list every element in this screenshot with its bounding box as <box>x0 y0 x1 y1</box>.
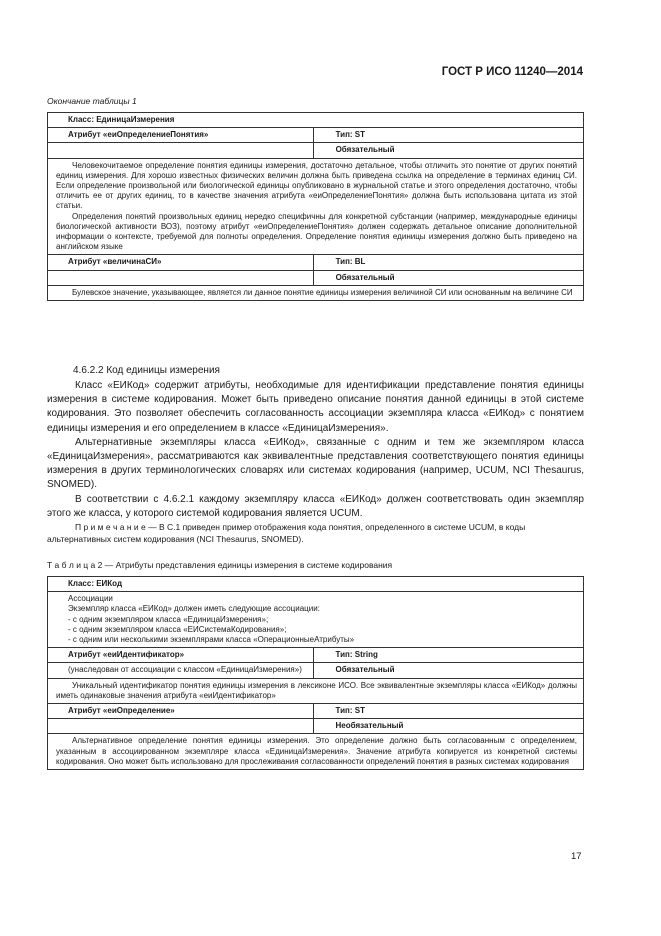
empty-cell <box>48 719 314 734</box>
section-body <box>47 379 584 521</box>
page-number: 17 <box>571 851 582 862</box>
body-paragraph: В соответствии с 4.6.2.1 каждому экземпляру класса «ЕИКод» должен соответствовать один экземпляр этого же класса, у которого системой кодирования является UCUM. <box>47 493 584 519</box>
attribute-description <box>48 734 584 770</box>
empty-cell <box>48 143 314 158</box>
attribute-type: Тип: ST <box>313 128 583 143</box>
class-label: Класс: ЕИКод <box>48 577 584 592</box>
associations-intro: Экземпляр класса «ЕИКод» должен иметь следующие ассоциации: <box>68 604 320 614</box>
description-paragraph: Альтернативное определение понятия единицы измерения. Это определение должно быть согласованным с определением, указанным в ассоциированном экземпляре класса «ЕдиницаИзмерения». Значение атрибута копируется из конкретной системы кодирования. Оно может быть использовано для прослеживания согласованности определений понятия в разных системах кодирования <box>56 736 577 766</box>
required-flag: Обязательный <box>313 143 583 158</box>
note-text: П р и м е ч а н и е — В С.1 приведен пример отображения кода понятия, определенного в системе UCUM, в коды альтернативных систем кодирования (NCI Thesaurus, SNOMED). <box>47 522 526 544</box>
attribute-description <box>48 158 584 255</box>
table-2 <box>47 576 584 770</box>
required-flag: Необязательный <box>313 719 583 734</box>
attribute-name: Атрибут «величинаСИ» <box>48 255 314 270</box>
attribute-name: Атрибут «еиИдентификатор» <box>48 648 314 663</box>
required-flag: Обязательный <box>313 663 583 678</box>
document-header: ГОСТ Р ИСО 11240—2014 <box>441 66 583 78</box>
attribute-description <box>48 678 584 703</box>
attribute-type: Тип: String <box>313 648 583 663</box>
description-paragraph: Булевское значение, указывающее, является ли данное понятие единицы измерения величиной СИ или основанным на величине СИ <box>72 287 573 297</box>
section-heading: 4.6.2.2 Код единицы измерения <box>73 365 220 376</box>
association-item: - с одним или несколькими экземплярами класса «ОперационныеАтрибуты» <box>68 635 355 645</box>
associations-title: Ассоциации <box>68 594 113 604</box>
attribute-name: Атрибут «еиОпределение» <box>48 704 314 719</box>
attribute-name: Атрибут «еиОпределениеПонятия» <box>48 128 314 143</box>
class-label: Класс: ЕдиницаИзмерения <box>48 113 584 128</box>
attribute-description <box>48 285 584 300</box>
description-paragraph: Человекочитаемое определение понятия единицы измерения, достаточно детальное, чтобы отличить это понятие от других понятий единиц измерения. Для хорошо известных физических величин должна быть приведена ссылка на определение в терминах единиц СИ. Если определение произвольной или биологической единицы опубликовано в журнальной статье и этого определения достаточно, чтобы отличить ее от других единиц, то в качестве значения атрибута «еиОпределениеПонятия» должна быть использована цитата из этой статьи. <box>56 160 577 211</box>
table-1 <box>47 112 584 301</box>
description-paragraph: Определения понятий произвольных единиц нередко специфичны для конкретной субстанции (например, международные единицы биологической активности ВОЗ), поэтому атрибут «еиОпределениеПонятия» должен содержать детальное описание дополнительной информации о контексте, требуемой для полноты определения. Определение понятия единицы измерения должно быть приведено на английском языке <box>56 211 577 252</box>
empty-cell <box>48 270 314 285</box>
body-paragraph: Класс «ЕИКод» содержит атрибуты, необходимые для идентификации представление понятия единицы измерения в системе кодирования. Может быть приведено описание понятия данной единицы в этой системе кодирования. Это позволяет обеспечить согласованность ассоциации экземпляра класса «ЕИКод» с понятием единицы измерения и его определением в классе «ЕдиницаИзмерения». <box>47 380 584 434</box>
associations-cell <box>48 592 584 648</box>
table-caption: Т а б л и ц а 2 — Атрибуты представления единицы измерения в системе кодирования <box>47 560 393 570</box>
attribute-type: Тип: ST <box>313 704 583 719</box>
inherited-note: (унаследован от ассоциации с классом «ЕдиницаИзмерения») <box>48 663 314 678</box>
description-paragraph: Уникальный идентификатор понятия единицы измерения в лексиконе ИСО. Все эквивалентные экземпляры класса «ЕИКод» должны иметь одинаковые значения атрибута «еиИдентификатор» <box>56 680 577 700</box>
table-continuation-caption: Окончание таблицы 1 <box>47 96 137 106</box>
note <box>47 521 584 545</box>
required-flag: Обязательный <box>313 270 583 285</box>
association-item: - с одним экземпляром класса «ЕдиницаИзмерения»; <box>68 614 269 624</box>
attribute-type: Тип: BL <box>313 255 583 270</box>
body-paragraph: Альтернативные экземпляры класса «ЕИКод», связанные с одним и тем же экземпляром класса «ЕдиницаИзмерения», рассматриваются как эквивалентные представления соответствующего понятия единицы измерения в других терминологических словарях или системах кодирования (например, UCUM, NCI Thesaurus, SNOMED). <box>47 436 584 491</box>
association-item: - с одним экземпляром класса «ЕИСистемаКодирования»; <box>68 624 287 634</box>
